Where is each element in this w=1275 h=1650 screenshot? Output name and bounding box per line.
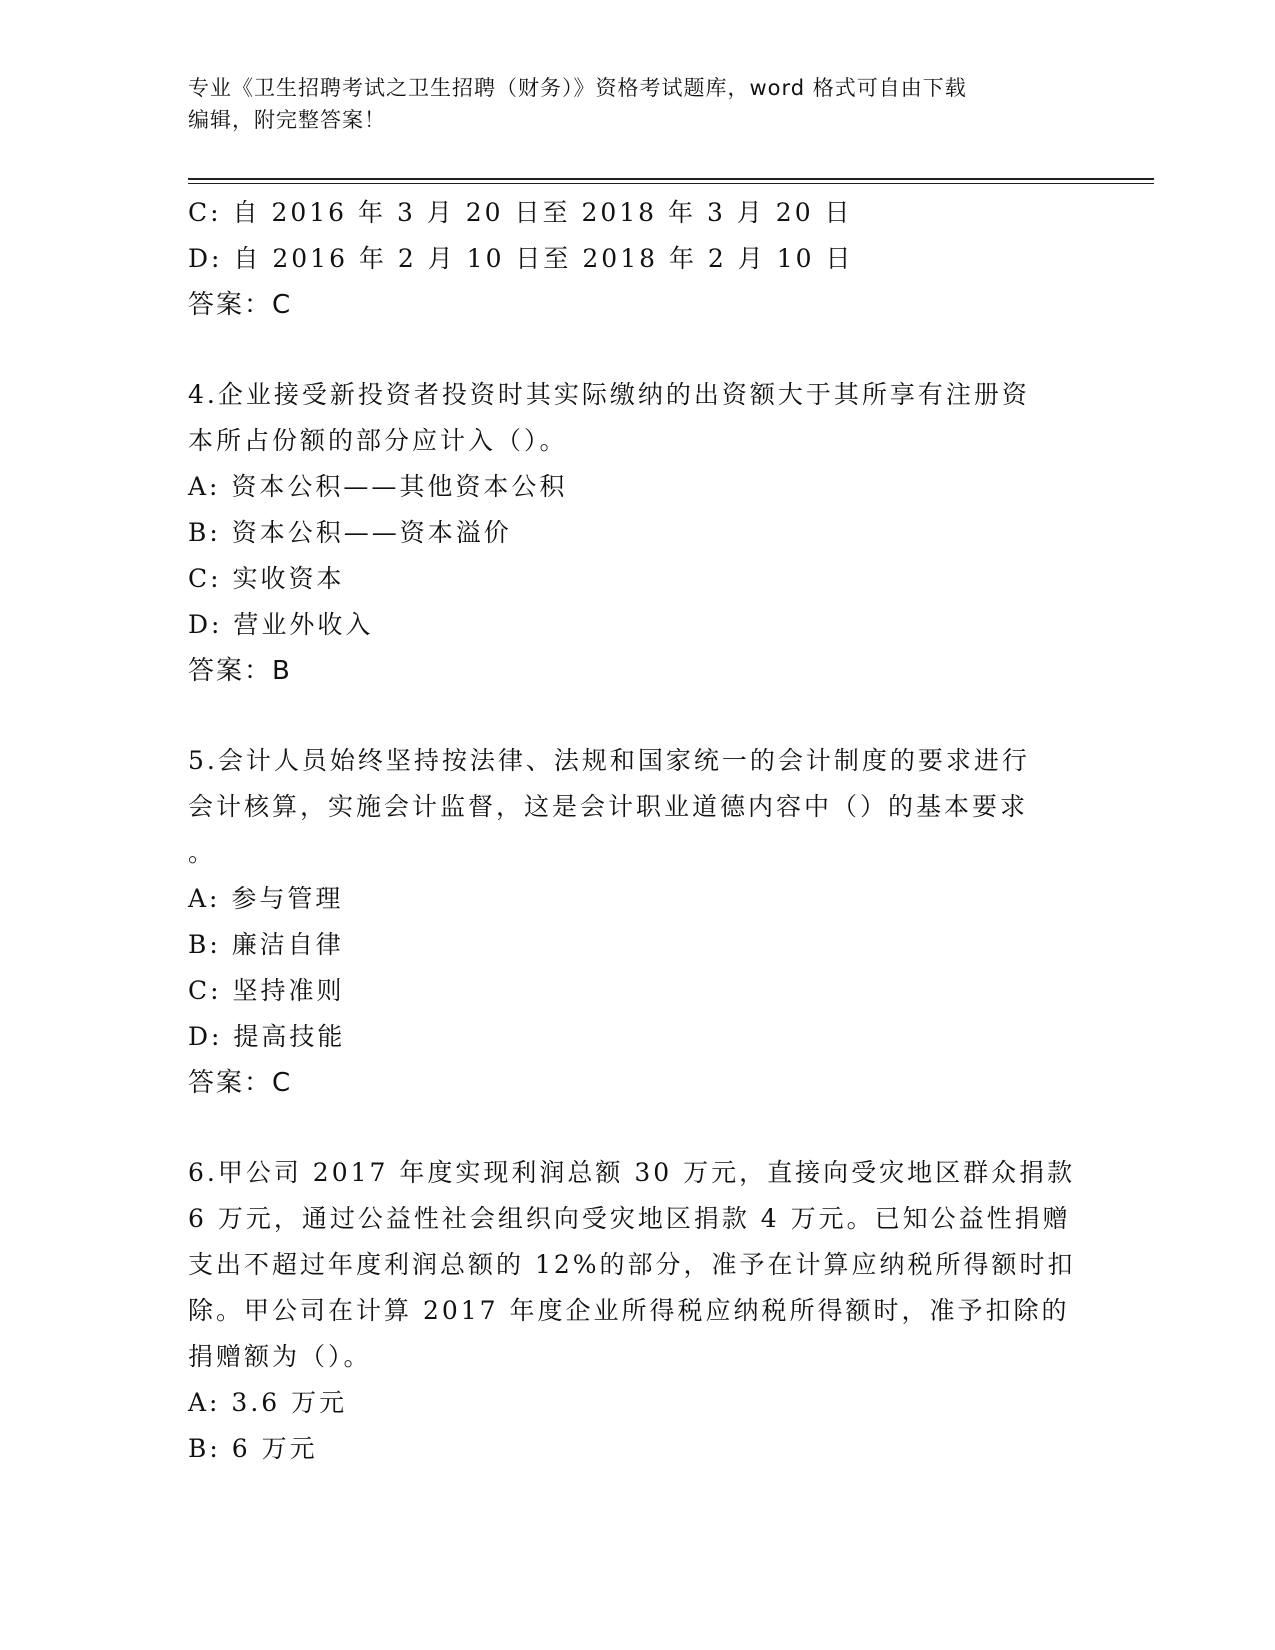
q4-stem-line-2: 本所占份额的部分应计入（）。	[188, 426, 568, 455]
q4-option-c: C: 实收资本	[188, 564, 345, 593]
q3-answer: 答案：C	[188, 290, 293, 320]
question-4	[188, 372, 1088, 694]
q3-option-c: C: 自 2016 年 3 月 20 日至 2018 年 3 月 20 日	[188, 198, 853, 227]
q5-option-a: A: 参与管理	[188, 884, 344, 913]
question-6	[188, 1150, 1088, 1472]
q6-stem-line-2: 6 万元，通过公益性社会组织向受灾地区捐款 4 万元。已知公益性捐赠	[188, 1204, 1071, 1233]
header-divider-thick	[188, 178, 1154, 180]
question-5	[188, 738, 1088, 1106]
q4-option-a: A: 资本公积——其他资本公积	[188, 472, 568, 501]
question-content	[188, 190, 1088, 1472]
q5-option-c: C: 坚持准则	[188, 976, 345, 1005]
q6-option-a: A: 3.6 万元	[188, 1388, 348, 1417]
header-line-2: 编辑，附完整答案！	[188, 108, 386, 132]
q3-option-d: D: 自 2016 年 2 月 10 日至 2018 年 2 月 10 日	[188, 244, 854, 273]
q5-option-d: D: 提高技能	[188, 1022, 346, 1051]
header-line-1: 专业《卫生招聘考试之卫生招聘（财务）》资格考试题库，word 格式可自由下载	[188, 76, 967, 100]
q6-stem-line-1: 6.甲公司 2017 年度实现利润总额 30 万元，直接向受灾地区群众捐款	[188, 1158, 1076, 1187]
q4-stem-line-1: 4.企业接受新投资者投资时其实际缴纳的出资额大于其所享有注册资	[188, 380, 1030, 409]
q4-option-b: B: 资本公积——资本溢价	[188, 518, 512, 547]
document-header	[188, 72, 1088, 136]
q5-stem-line-2: 会计核算，实施会计监督，这是会计职业道德内容中（）的基本要求	[188, 792, 1029, 821]
spacer	[188, 1106, 1088, 1150]
q4-option-d: D: 营业外收入	[188, 610, 374, 639]
q4-answer: 答案：B	[188, 656, 292, 686]
spacer	[188, 328, 1088, 372]
q6-stem-line-5: 捐赠额为（）。	[188, 1342, 372, 1371]
q5-answer: 答案：C	[188, 1068, 293, 1098]
question-3-tail	[188, 190, 1088, 328]
header-divider-thin	[188, 183, 1154, 184]
q6-stem-line-4: 除。甲公司在计算 2017 年度企业所得税应纳税所得额时，准予扣除的	[188, 1296, 1070, 1325]
spacer	[188, 694, 1088, 738]
q6-option-b: B: 6 万元	[188, 1434, 318, 1463]
q5-stem-line-1: 5.会计人员始终坚持按法律、法规和国家统一的会计制度的要求进行	[188, 746, 1030, 775]
q5-stem-line-3: 。	[188, 838, 217, 867]
q6-stem-line-3: 支出不超过年度利润总额的 12%的部分，准予在计算应纳税所得额时扣	[188, 1250, 1076, 1279]
q5-option-b: B: 廉洁自律	[188, 930, 344, 959]
